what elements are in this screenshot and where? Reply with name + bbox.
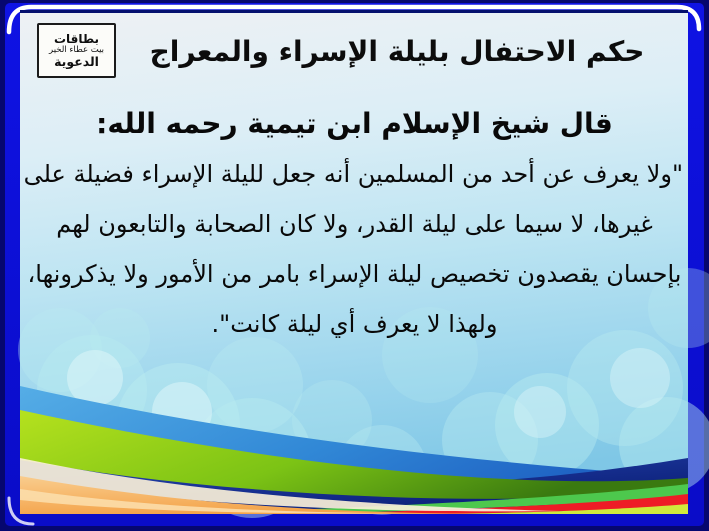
logo-line-1: بطاقات (53, 31, 100, 46)
page-title: حكم الاحتفال بليلة الإسراء والمعراج (149, 35, 645, 68)
panel-top-line (20, 10, 688, 14)
logo-line-3: الدعوية (54, 53, 99, 69)
quote-block (23, 99, 683, 349)
logo-line-2: بيت عطاء الخير (49, 44, 105, 55)
quote-line-2: غيرها، لا سيما على ليلة القدر، ولا كان الصحابة والتابعون لهم (56, 210, 653, 238)
quote-line-4: ولهذا لا يعرف أي ليلة كانت". (211, 310, 498, 338)
quote-line-3: بإحسان يقصدون تخصيص ليلة الإسراء بامر من الأمور ولا يذكرونها، (27, 260, 682, 288)
logo-stamp (37, 23, 116, 78)
quote-line-1: "ولا يعرف عن أحد من المسلمين أنه جعل لليلة الإسراء فضيلة على (23, 160, 683, 188)
quote-intro: قال شيخ الإسلام ابن تيمية رحمه الله: (96, 107, 613, 140)
